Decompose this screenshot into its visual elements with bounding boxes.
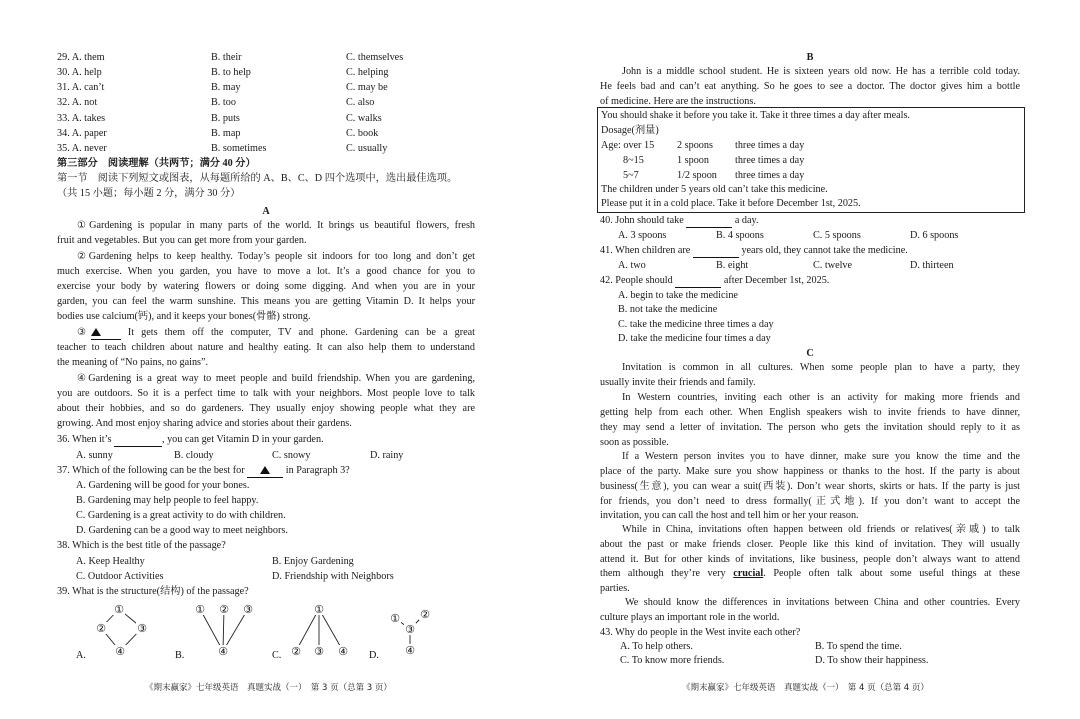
option-35-c: C. usually xyxy=(346,143,388,154)
option-43-b: B. To spend the time. xyxy=(815,641,902,652)
passage-a-title: A xyxy=(262,206,270,217)
option-43-a: A. To help others. xyxy=(620,641,693,652)
option-37-b: B. Gardening may help people to feel happy. xyxy=(76,495,259,506)
node-3: ③ xyxy=(314,645,324,658)
option-41-d: D. thirteen xyxy=(910,260,954,271)
node-1: ① xyxy=(114,603,124,616)
box-amount-row-3: 1/2 spoon xyxy=(677,170,717,181)
box-amount-row-1: 2 spoons xyxy=(677,140,713,151)
option-37-d: D. Gardening can be a good way to meet neighbors. xyxy=(76,525,288,536)
answer-blank xyxy=(114,434,162,447)
option-42-a: A. begin to take the medicine xyxy=(618,290,738,301)
option-36-c: C. snowy xyxy=(272,450,311,461)
passage-a-line: exercise your body by watering flowers or doing some digging. And when you are in your xyxy=(57,281,475,292)
blank-triangle xyxy=(247,465,283,478)
triangle-icon xyxy=(91,328,101,336)
option-32-b: B. too xyxy=(211,97,236,108)
option-29-b: B. their xyxy=(211,52,242,63)
question-40 xyxy=(600,215,759,228)
passage-c-line: invitation, you can call the host and tell him or her your reason. xyxy=(600,510,859,521)
node-4: ④ xyxy=(338,645,348,658)
option-36-b: B. cloudy xyxy=(174,450,214,461)
passage-c-line: While in China, invitations often happen between old friends or relatives(亲戚) to talk xyxy=(622,524,1020,535)
part3-title: 第三部分 阅读理解（共两节；满分 40 分） xyxy=(57,158,256,169)
passage-c-line: Invitation is common in all cultures. When some people plan to have a party, they xyxy=(622,362,1020,373)
section1-instruction: 第一节 阅读下列短文或图表，从每题所给的 A、B、C、D 四个选项中，选出最佳选项。 xyxy=(57,173,458,184)
section1-instruction-2: （共 15 小题；每小题 2 分，满分 30 分） xyxy=(57,188,241,199)
option-34-a: 34. A. paper xyxy=(57,128,107,139)
passage-b-line: He feels bad and can’t eat anything. So he goes to see a doctor. The doctor gives him a bottle xyxy=(600,81,1020,92)
passage-c-line: usually invite their friends and family. xyxy=(600,377,756,388)
box-amount-row-2: 1 spoon xyxy=(677,155,709,166)
node-1: ① xyxy=(390,612,400,625)
structure-diagrams xyxy=(0,596,540,668)
passage-a-line: much exercise. When you garden, you have to move a lot. It’s a good chance for you to xyxy=(57,266,475,277)
passage-a-line: bodies use calcium(钙), and it keeps your bones(骨骼) strong. xyxy=(57,311,311,322)
passage-c-line: business(生意), you can wear a suit(西装). Don’t wear shorts, skirts or hats. If the party is just xyxy=(600,481,1020,492)
question-41-text-end: years old, they cannot take the medicine. xyxy=(741,245,908,256)
passage-a-line: ④Gardening is a great way to meet people and build friendship. When you are gardening, xyxy=(77,373,475,384)
passage-c-line: for friends, you don’t need to dress formally(正式地). If you don’t want to accept the xyxy=(600,496,1020,507)
question-37 xyxy=(57,465,350,478)
crucial-word: crucial xyxy=(733,568,764,579)
option-42-b: B. not take the medicine xyxy=(618,304,718,315)
diagram-label-b: B. xyxy=(175,650,185,661)
question-42-text: 42. People should xyxy=(600,275,673,286)
passage-b-line: of medicine. Here are the instructions. xyxy=(600,96,756,107)
node-3: ③ xyxy=(405,623,415,636)
passage-c-line: culture plays an important role in the world. xyxy=(600,612,780,623)
option-40-b: B. 4 spoons xyxy=(716,230,764,241)
option-40-c: C. 5 spoons xyxy=(813,230,861,241)
passage-c-title: C xyxy=(806,348,814,359)
option-40-d: D. 6 spoons xyxy=(910,230,959,241)
passage-c-line: about the past or make friends closer. People like this kind of invitation. They will usually xyxy=(600,539,1020,550)
passage-c-line: soon as possible. xyxy=(600,437,669,448)
passage-a-line: you are outdoors. So it is a perfect time to talk with your neighbors. Most people love to talk xyxy=(57,388,475,399)
passage-b-title: B xyxy=(806,52,814,63)
question-42 xyxy=(600,275,829,288)
para3-text: It gets them off the computer, TV and phone. Gardening can be a great xyxy=(120,327,475,338)
option-38-d: D. Friendship with Neighbors xyxy=(272,571,394,582)
node-4: ④ xyxy=(218,645,228,658)
option-43-c: C. To know more friends. xyxy=(620,655,725,666)
option-32-a: 32. A. not xyxy=(57,97,98,108)
option-32-c: C. also xyxy=(346,97,375,108)
box-freq-row-1: three times a day xyxy=(735,140,805,151)
passage-a-line: the meaning of “No pains, no gains”. xyxy=(57,357,209,368)
passage-a-line: ②Gardening helps to keep healthy. Today’s people sit indoors for too long and don’t get xyxy=(77,251,475,262)
question-36-text: 36. When it’s xyxy=(57,434,112,445)
page-footer: 《期末赢家》七年级英语 真题实战（一） 第 4 页（总第 4 页） xyxy=(682,683,929,693)
option-41-a: A. two xyxy=(618,260,646,271)
answer-blank xyxy=(693,245,739,258)
node-1: ① xyxy=(195,603,205,616)
passage-c-crucial-line xyxy=(600,568,1020,580)
passage-a-line: fruit and vegetables. But you can get more from your garden. xyxy=(57,235,307,246)
passage-a-line: garden, you can feel the warm sunshine. This means you are getting Vitamin D. It helps your xyxy=(57,296,475,307)
question-40-text: 40. John should take xyxy=(600,215,684,226)
box-line-cold-place: Please put it in a cold place. Take it before December 1st, 2025. xyxy=(601,198,861,209)
passage-c-line: parties. xyxy=(600,583,630,594)
option-38-c: C. Outdoor Activities xyxy=(76,571,164,582)
passage-a-line: growing. And most enjoy sharing advice and stories about their gardens. xyxy=(57,418,352,429)
passage-c-line: getting help from each other. When English speakers wish to invite friends to have dinner, xyxy=(600,407,1020,418)
option-35-a: 35. A. never xyxy=(57,143,107,154)
blank-triangle xyxy=(91,327,121,340)
option-43-d: D. To show their happiness. xyxy=(815,655,929,666)
option-41-b: B. eight xyxy=(716,260,749,271)
question-36-text-end: , you can get Vitamin D in your garden. xyxy=(161,434,324,445)
crucial-line-end: . People often talk about some useful things at these xyxy=(763,568,1020,579)
question-38: 38. Which is the best title of the passage? xyxy=(57,540,226,551)
box-age-row-1: Age: over 15 xyxy=(601,140,655,151)
box-dosage-label: Dosage(剂量) xyxy=(601,125,659,136)
question-39: 39. What is the structure(结构) of the passage? xyxy=(57,586,249,597)
option-31-a: 31. A. can’t xyxy=(57,82,105,93)
option-30-b: B. to help xyxy=(211,67,251,78)
question-36 xyxy=(57,434,324,447)
para3-number: ③ xyxy=(77,327,91,338)
option-33-c: C. walks xyxy=(346,113,382,124)
option-34-b: B. map xyxy=(211,128,241,139)
box-line-children: The children under 5 years old can’t take this medicine. xyxy=(601,184,828,195)
diagram-label-a: A. xyxy=(76,650,86,661)
box-freq-row-3: three times a day xyxy=(735,170,805,181)
option-36-a: A. sunny xyxy=(76,450,113,461)
passage-a-line: teacher to teach children about nature and healthy eating. It can also help them to understand xyxy=(57,342,475,353)
box-line-shake: You should shake it before you take it. Take it three times a day after meals. xyxy=(601,110,910,121)
option-38-a: A. Keep Healthy xyxy=(76,556,145,567)
option-36-d: D. rainy xyxy=(370,450,404,461)
passage-b-line: John is a middle school student. He is sixteen years old now. He has a terrible cold today. xyxy=(622,66,1020,77)
option-41-c: C. twelve xyxy=(813,260,853,271)
option-37-a: A. Gardening will be good for your bones. xyxy=(76,480,250,491)
passage-c-line: attend it. But for other kinds of invitations, like business, people don’t always want to attend xyxy=(600,554,1020,565)
option-33-b: B. puts xyxy=(211,113,240,124)
question-41-text: 41. When children are xyxy=(600,245,691,256)
question-42-text-end: after December 1st, 2025. xyxy=(723,275,830,286)
option-42-c: C. take the medicine three times a day xyxy=(618,319,774,330)
passage-a-line: ①Gardening is popular in many parts of the world. It brings us beautiful flowers, fresh xyxy=(77,220,475,231)
option-30-c: C. helping xyxy=(346,67,389,78)
question-37-text: 37. Which of the following can be the best for xyxy=(57,465,245,476)
option-40-a: A. 3 spoons xyxy=(618,230,667,241)
diagram-label-c: C. xyxy=(272,650,282,661)
question-43: 43. Why do people in the West invite each other? xyxy=(600,627,801,638)
box-age-row-3: 5~7 xyxy=(623,170,639,181)
passage-c-line: they may send a letter of invitation. The person who gets the invitation should reply to it as xyxy=(600,422,1020,433)
passage-a-line: about their hobbies, and so do gardeners. They usually enjoy showing people what they are xyxy=(57,403,475,414)
answer-blank xyxy=(686,215,732,228)
option-31-b: B. may xyxy=(211,82,241,93)
question-40-text-end: a day. xyxy=(734,215,759,226)
question-37-text-end: in Paragraph 3? xyxy=(285,465,350,476)
diagram-label-d: D. xyxy=(369,650,379,661)
passage-c-line: We should know the differences in invitations between China and other countries. Every xyxy=(625,597,1020,608)
node-4: ④ xyxy=(405,644,415,657)
option-42-d: D. take the medicine four times a day xyxy=(618,333,771,344)
node-2: ② xyxy=(219,603,229,616)
box-age-row-2: 8~15 xyxy=(623,155,644,166)
option-35-b: B. sometimes xyxy=(211,143,267,154)
page-footer: 《期末赢家》七年级英语 真题实战（一） 第 3 页（总第 3 页） xyxy=(145,683,392,693)
option-29-a: 29. A. them xyxy=(57,52,105,63)
node-1: ① xyxy=(314,603,324,616)
option-37-c: C. Gardening is a great activity to do with children. xyxy=(76,510,286,521)
node-3: ③ xyxy=(137,622,147,635)
option-33-a: 33. A. takes xyxy=(57,113,106,124)
passage-c-line: If a Western person invites you to have dinner, make sure you know the time and the xyxy=(622,451,1020,462)
box-freq-row-2: three times a day xyxy=(735,155,805,166)
question-41 xyxy=(600,245,908,258)
option-34-c: C. book xyxy=(346,128,379,139)
right-page xyxy=(540,0,1080,719)
passage-c-line: In Western countries, inviting each other is an activity for making more friends and xyxy=(622,392,1020,403)
option-38-b: B. Enjoy Gardening xyxy=(272,556,354,567)
passage-c-line: place of the party. Make sure you show happiness or thanks to the host. If the party is about xyxy=(600,466,1020,477)
option-29-c: C. themselves xyxy=(346,52,404,63)
crucial-line-start: them although they’re very xyxy=(600,568,734,579)
node-2: ② xyxy=(291,645,301,658)
option-30-a: 30. A. help xyxy=(57,67,102,78)
node-2: ② xyxy=(96,622,106,635)
triangle-icon xyxy=(260,466,270,474)
node-4: ④ xyxy=(115,645,125,658)
passage-a-para3-first-line xyxy=(77,327,475,340)
node-3: ③ xyxy=(243,603,253,616)
answer-blank xyxy=(675,275,721,288)
node-2: ② xyxy=(420,608,430,621)
option-31-c: C. may be xyxy=(346,82,388,93)
